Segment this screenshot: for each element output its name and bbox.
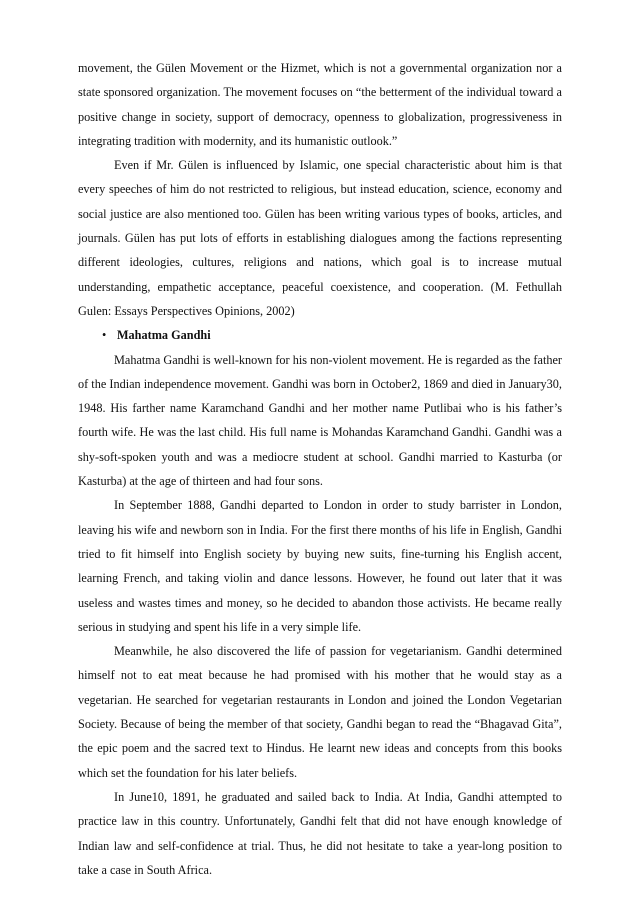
paragraph-gulen-influence: Even if Mr. Gülen is influenced by Islamic, one special characteristic about him is that every speeches of him do not restricted to religious, but instead education, science, economy and social justice are also mentioned too. Gülen has been writing various types of books, articles, and journals. Gülen has put lots of efforts in establishing dialogues among the factions representing different ideologies, cultures, religions and nations, which goal is to increase mutual understanding, empathetic acceptance, peaceful coexistence, and cooperation. (M. Fethullah Gulen: Essays Perspectives Opinions, 2002) <box>78 158 562 318</box>
paragraph-gandhi-vegetarianism: Meanwhile, he also discovered the life of passion for vegetarianism. Gandhi determined himself not to eat meat because he had promised with his mother that he would stay as a vegetarian. He searched for vegetarian restaurants in London and joined the London Vegetarian Society. Because of being the member of that society, Gandhi began to read the “Bhagavad Gita”, the epic poem and the sacred text to Hindus. He learnt new ideas and concepts from this books which set the foundation for his later beliefs. <box>78 644 562 780</box>
bullet-icon: • <box>102 328 107 343</box>
section-heading-text: Mahatma Gandhi <box>117 328 211 343</box>
paragraph-gandhi-intro: Mahatma Gandhi is well-known for his non-violent movement. He is regarded as the father of the Indian independence movement. Gandhi was born in October2, 1869 and died in January30, 1948. His farther name Karamchand Gandhi and her mother name Putlibai who is his father’s fourth wife. He was the last child. His full name is Mohandas Karamchand Gandhi. Gandhi was a shy-soft-spoken youth and was a mediocre student at school. Gandhi married to Kasturba (or Kasturba) at the age of thirteen and had four sons. <box>78 352 562 489</box>
document-page <box>78 56 562 882</box>
paragraph-gandhi-return: In June10, 1891, he graduated and sailed back to India. At India, Gandhi attempted to practice law in this country. Unfortunately, Gandhi felt that did not have enough knowledge of Indian law and self-confidence at trial. Thus, he did not hesitate to take a year-long position to take a case in South Africa. <box>78 789 562 877</box>
paragraph-gulen-movement: movement, the Gülen Movement or the Hizmet, which is not a governmental organization nor a state sponsored organization. The movement focuses on “the betterment of the individual toward a positive change in society, support of democracy, openness to globalization, progressiveness in integrating tradition with modernity, and its humanistic outlook.” <box>78 61 562 148</box>
section-heading-mahatma-gandhi <box>78 323 562 347</box>
paragraph-gandhi-london: In September 1888, Gandhi departed to London in order to study barrister in London, leaving his wife and newborn son in India. For the first there months of his life in English, Gandhi tried to fit himself into English society by buying new suits, fine-turning his English accent, learning French, and taking violin and dance lessons. However, he found out later that it was useless and wastes times and money, so he decided to abandon those activists. He became really serious in studying and spent his life in a very simple life. <box>78 498 562 634</box>
